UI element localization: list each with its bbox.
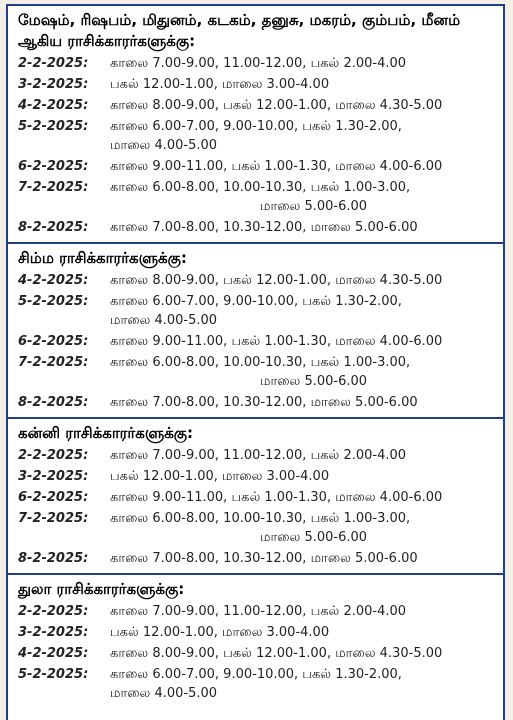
table-row	[18, 292, 497, 330]
row-times-continued: மாலை 4.00-5.00	[110, 313, 218, 328]
row-times-continued: மாலை 5.00-6.00	[260, 530, 368, 545]
row-date: 7-2-2025:	[18, 180, 89, 195]
row-times: காலை 7.00-9.00, 11.00-12.00, பகல் 2.00-4.00	[110, 56, 407, 71]
table-row	[18, 218, 497, 237]
row-date: 2-2-2025:	[18, 56, 89, 71]
row-date: 8-2-2025:	[18, 220, 89, 235]
table-row	[18, 157, 497, 176]
row-times: பகல் 12.00-1.00, மாலை 3.00-4.00	[110, 469, 330, 484]
row-times: காலை 7.00-9.00, 11.00-12.00, பகல் 2.00-4.00	[110, 604, 407, 619]
row-date: 6-2-2025:	[18, 159, 89, 174]
section-group-simmam	[8, 244, 503, 419]
row-times: காலை 7.00-8.00, 10.30-12.00, மாலை 5.00-6.00	[110, 395, 418, 410]
row-date: 4-2-2025:	[18, 646, 89, 661]
row-times: காலை 6.00-7.00, 9.00-10.00, பகல் 1.30-2.00,	[110, 294, 402, 309]
table-row	[18, 446, 497, 465]
row-times: காலை 9.00-11.00, பகல் 1.00-1.30, மாலை 4.00-6.00	[110, 159, 443, 174]
row-times: காலை 6.00-7.00, 9.00-10.00, பகல் 1.30-2.00,	[110, 119, 402, 134]
row-date: 5-2-2025:	[18, 294, 89, 309]
table-row	[18, 623, 497, 642]
table-row	[18, 178, 497, 216]
row-date: 5-2-2025:	[18, 119, 89, 134]
row-date: 4-2-2025:	[18, 98, 89, 113]
table-row	[18, 509, 497, 547]
row-times: காலை 6.00-8.00, 10.00-10.30, பகல் 1.00-3.00,	[110, 180, 411, 195]
row-times: காலை 6.00-7.00, 9.00-10.00, பகல் 1.30-2.00,	[110, 667, 402, 682]
table-row	[18, 353, 497, 391]
row-times: காலை 7.00-8.00, 10.30-12.00, மாலை 5.00-6.00	[110, 220, 418, 235]
row-times: காலை 7.00-8.00, 10.30-12.00, மாலை 5.00-6.00	[110, 551, 418, 566]
row-date: 6-2-2025:	[18, 490, 89, 505]
section-title: கன்னி ராசிக்காரர்களுக்கு:	[18, 424, 194, 442]
row-times: காலை 9.00-11.00, பகல் 1.00-1.30, மாலை 4.00-6.00	[110, 490, 443, 505]
row-times-continued: மாலை 4.00-5.00	[110, 686, 218, 701]
row-times-continued: மாலை 4.00-5.00	[110, 138, 218, 153]
section-title: சிம்ம ராசிக்காரர்களுக்கு:	[18, 249, 187, 267]
row-date: 3-2-2025:	[18, 469, 89, 484]
table-row	[18, 467, 497, 486]
row-date: 3-2-2025:	[18, 625, 89, 640]
row-times: காலை 6.00-8.00, 10.00-10.30, பகல் 1.00-3.00,	[110, 511, 411, 526]
timing-table	[6, 4, 505, 720]
section-title: மேஷம், ரிஷபம், மிதுனம், கடகம், தனுசு, மகரம், கும்பம், மீனம் ஆகிய ராசிக்காரர்களுக்கு:	[18, 11, 461, 50]
table-row	[18, 393, 497, 412]
row-date: 7-2-2025:	[18, 511, 89, 526]
row-date: 7-2-2025:	[18, 355, 89, 370]
row-times: பகல் 12.00-1.00, மாலை 3.00-4.00	[110, 625, 330, 640]
row-date: 2-2-2025:	[18, 448, 89, 463]
row-times-continued: மாலை 5.00-6.00	[260, 199, 368, 214]
section-group-mesham	[8, 6, 503, 244]
row-times: காலை 7.00-9.00, 11.00-12.00, பகல் 2.00-4.00	[110, 448, 407, 463]
row-date: 3-2-2025:	[18, 77, 89, 92]
table-row	[18, 549, 497, 568]
section-title: துலா ராசிக்காரர்களுக்கு:	[18, 580, 185, 598]
table-row	[18, 75, 497, 94]
row-times: காலை 6.00-8.00, 10.00-10.30, பகல் 1.00-3.00,	[110, 355, 411, 370]
table-row	[18, 488, 497, 507]
table-row	[18, 54, 497, 73]
row-date: 8-2-2025:	[18, 551, 89, 566]
table-row	[18, 665, 497, 703]
table-row	[18, 332, 497, 351]
row-times: காலை 8.00-9.00, பகல் 12.00-1.00, மாலை 4.30-5.00	[110, 646, 443, 661]
row-times: பகல் 12.00-1.00, மாலை 3.00-4.00	[110, 77, 330, 92]
row-times: காலை 8.00-9.00, பகல் 12.00-1.00, மாலை 4.30-5.00	[110, 273, 443, 288]
row-date: 2-2-2025:	[18, 604, 89, 619]
table-row	[18, 117, 497, 155]
table-row	[18, 96, 497, 115]
table-row	[18, 271, 497, 290]
row-times: காலை 8.00-9.00, பகல் 12.00-1.00, மாலை 4.30-5.00	[110, 98, 443, 113]
section-group-thula	[8, 575, 503, 708]
row-date: 8-2-2025:	[18, 395, 89, 410]
row-times: காலை 9.00-11.00, பகல் 1.00-1.30, மாலை 4.00-6.00	[110, 334, 443, 349]
table-row	[18, 602, 497, 621]
row-date: 4-2-2025:	[18, 273, 89, 288]
row-times-continued: மாலை 5.00-6.00	[260, 374, 368, 389]
section-group-kanni	[8, 419, 503, 575]
table-row	[18, 644, 497, 663]
row-date: 5-2-2025:	[18, 667, 89, 682]
row-date: 6-2-2025:	[18, 334, 89, 349]
